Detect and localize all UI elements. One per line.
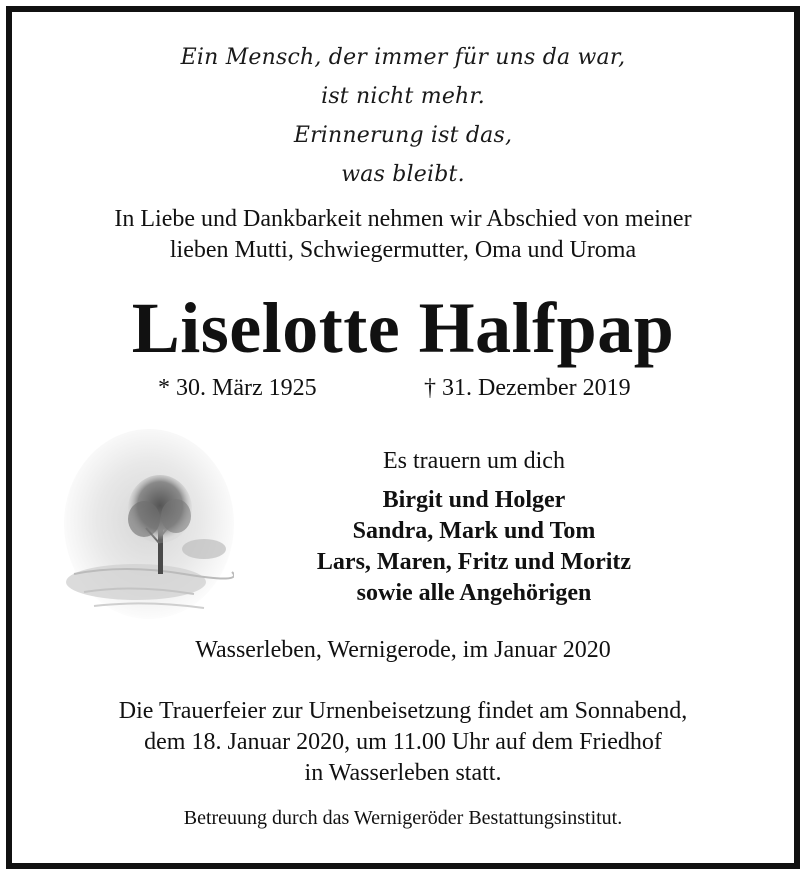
poem-line: Ein Mensch, der immer für uns da war, [180, 45, 626, 70]
death-date: † 31. Dezember 2019 [424, 375, 631, 401]
mourners-list [274, 485, 674, 609]
tree-landscape-icon [64, 424, 234, 619]
mourners-heading: Es trauern um dich [383, 448, 565, 474]
mourner-name: Birgit und Holger [382, 487, 566, 513]
memorial-poem [12, 38, 794, 194]
poem-line: ist nicht mehr. [321, 84, 485, 109]
farewell-intro [12, 204, 794, 266]
mourner-name: Lars, Maren, Fritz und Moritz [316, 549, 632, 575]
funeral-line: dem 18. Januar 2020, um 11.00 Uhr auf dem Friedhof [144, 729, 662, 755]
poem-line: Erinnerung ist das, [293, 123, 513, 148]
funeral-line: in Wasserleben statt. [304, 760, 502, 786]
mourner-name: sowie alle Angehörigen [356, 580, 592, 606]
funeral-line: Die Trauerfeier zur Urnenbeisetzung findet am Sonnabend, [118, 698, 688, 724]
funeral-notice [12, 696, 794, 789]
birth-date: * 30. März 1925 [158, 375, 317, 401]
deceased-name: Liselotte Halfpap [131, 288, 675, 368]
funeral-home-note: Betreuung durch das Wernigeröder Bestattungsinstitut. [183, 807, 623, 829]
obituary-frame [6, 6, 800, 869]
intro-line: In Liebe und Dankbarkeit nehmen wir Abschied von meiner [114, 206, 692, 232]
place-date: Wasserleben, Wernigerode, im Januar 2020 [195, 637, 611, 663]
intro-line: lieben Mutti, Schwiegermutter, Oma und Uroma [169, 237, 637, 263]
mourner-name: Sandra, Mark und Tom [352, 518, 596, 544]
poem-line: was bleibt. [341, 162, 465, 187]
